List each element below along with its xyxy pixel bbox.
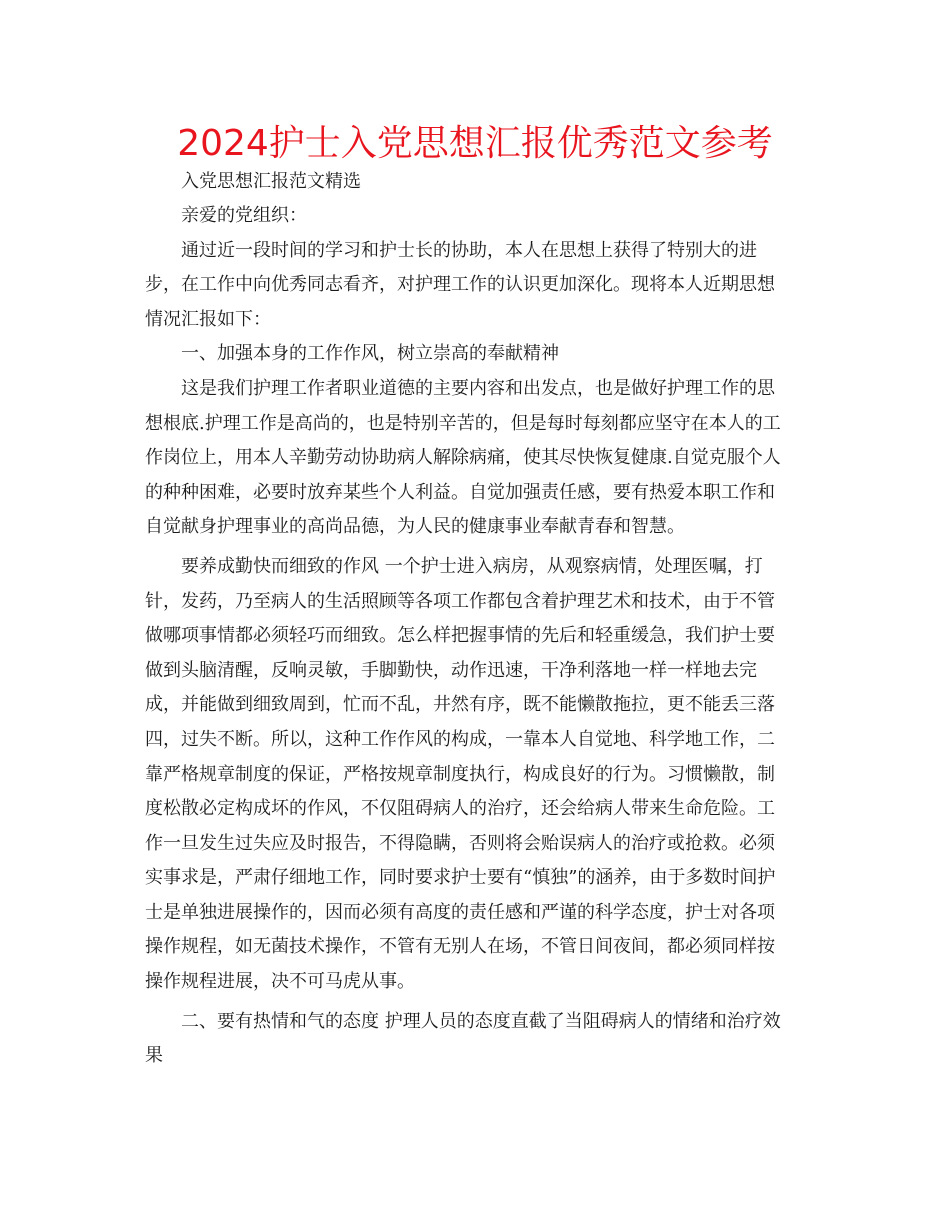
paragraph-line: 的种种困难，必要时放弃某些个人利益。自觉加强责任感，要有热爱本职工作和 [145,481,775,503]
paragraph-line: 操作规程，如无菌技术操作，不管有无别人在场，不管日间夜间，都必须同样按 [145,936,775,958]
paragraph-line: 士是单独进展操作的，因而必须有高度的责任感和严谨的科学态度，护士对各项 [145,901,775,923]
paragraph-line: 靠严格规章制度的保证，严格按规章制度执行，构成良好的行为。习惯懒散，制 [145,763,775,785]
paragraph-line: 针，发药，乃至病人的生活照顾等各项工作都包含着护理艺术和技术，由于不管 [145,590,775,612]
paragraph-line: 做哪项事情都必须轻巧而细致。怎么样把握事情的先后和轻重缓急，我们护士要 [145,625,775,647]
section-heading: 一、加强本身的工作作风，树立崇高的奉献精神 [181,343,559,365]
paragraph-line: 实事求是，严肃仔细地工作，同时要求护士要有“慎独”的涵养，由于多数时间护 [145,867,776,889]
paragraph-line: 步，在工作中向优秀同志看齐，对护理工作的认识更加深化。现将本人近期思想 [145,274,775,296]
paragraph-line: 操作规程进展，决不可马虎从事。 [145,971,415,993]
paragraph-line: 要养成勤快而细致的作风 一个护士进入病房，从观察病情，处理医嘱，打 [181,555,763,577]
document-subtitle: 入党思想汇报范文精选 [181,171,361,192]
paragraph-line: 作岗位上，用本人辛勤劳动协助病人解除病痛，使其尽快恢复健康.自觉克服个人 [145,447,781,469]
paragraph-line: 情况汇报如下： [145,308,271,330]
paragraph-line: 这是我们护理工作者职业道德的主要内容和出发点，也是做好护理工作的思 [181,377,775,399]
salutation: 亲爱的党组织： [181,205,307,226]
document-title: 2024护士入党思想汇报优秀范文参考 [177,123,773,164]
paragraph-line: 四，过失不断。所以，这种工作作风的构成，一靠本人自觉地、科学地工作，二 [145,728,775,750]
paragraph-line: 通过近一段时间的学习和护士长的协助，本人在思想上获得了特别大的进 [181,239,757,261]
paragraph-line: 成，并能做到细致周到，忙而不乱，井然有序，既不能懒散拖拉，更不能丢三落 [145,694,775,716]
paragraph-line: 果 [145,1045,163,1067]
paragraph-line: 作一旦发生过失应及时报告，不得隐瞒，否则将会贻误病人的治疗或抢救。必须 [145,832,775,854]
document-body [145,169,809,1074]
paragraph-line: 想根底.护理工作是高尚的，也是特别辛苦的，但是每时每刻都应坚守在本人的工 [145,412,781,434]
section-heading: 二、要有热情和气的态度 护理人员的态度直截了当阻碍病人的情绪和治疗效 [181,1010,781,1032]
paragraph-line: 做到头脑清醒，反响灵敏，手脚勤快，动作迅速，干净利落地一样一样地去完 [145,659,757,681]
paragraph-line: 自觉献身护理事业的高尚品德，为人民的健康事业奉献青春和智慧。 [145,516,685,538]
paragraph-line: 度松散必定构成坏的作风，不仅阻碍病人的治疗，还会给病人带来生命危险。工 [145,798,775,820]
